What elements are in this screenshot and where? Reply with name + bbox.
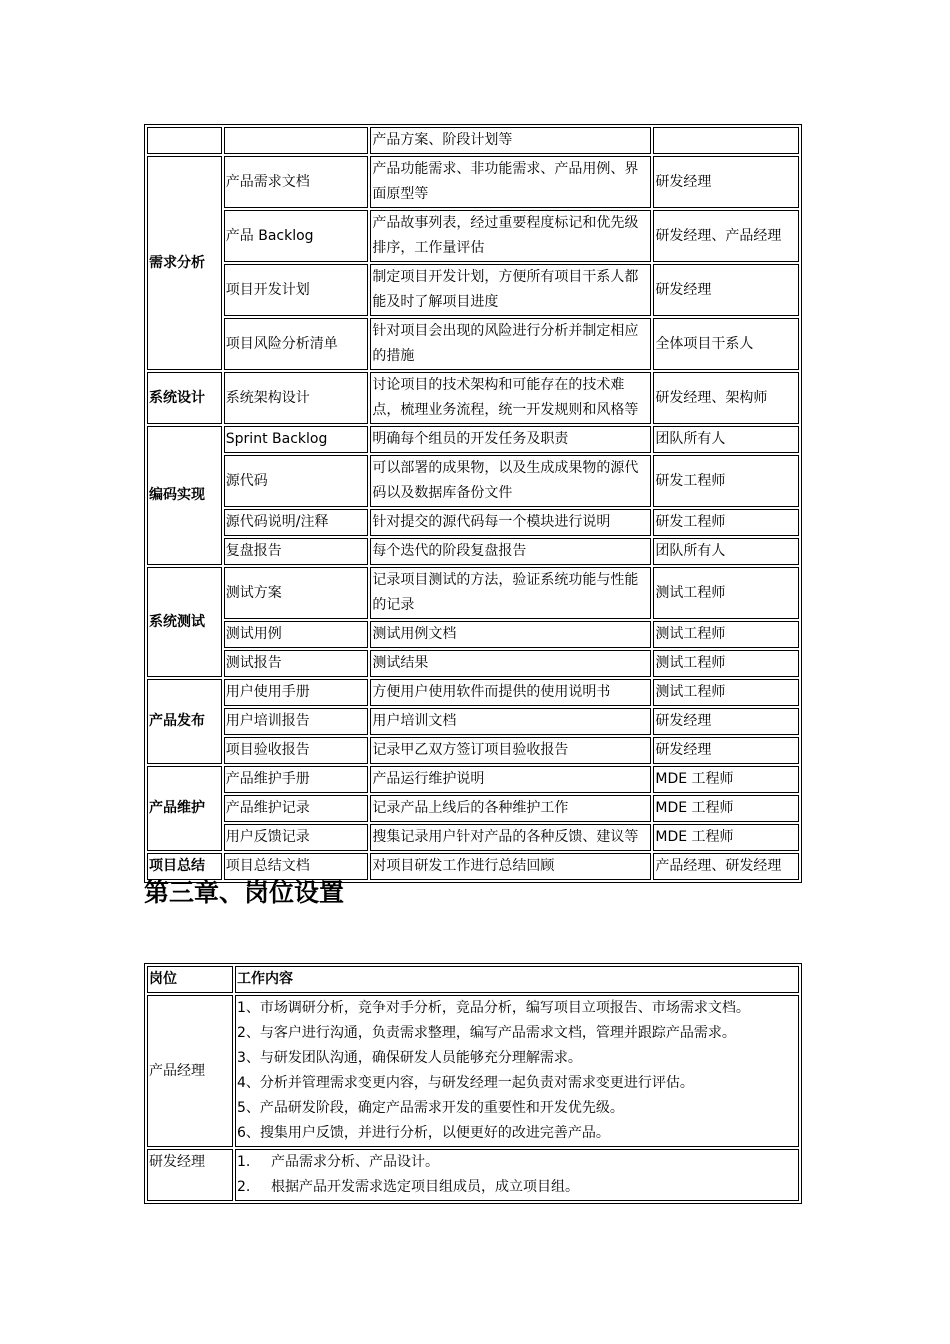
desc-cell: 讨论项目的技术架构和可能存在的技术难点，梳理业务流程，统一开发规则和风格等	[370, 372, 651, 424]
stage-cell	[147, 127, 222, 154]
owner-cell: 团队所有人	[653, 426, 799, 453]
stage-cell: 项目总结	[147, 853, 222, 880]
positions-table	[144, 963, 802, 1204]
desc-cell: 针对提交的源代码每一个模块进行说明	[370, 509, 651, 536]
owner-cell: MDE 工程师	[653, 795, 799, 822]
header-role: 岗位	[147, 966, 233, 993]
duty-item: 2、与客户进行沟通，负责需求整理，编写产品需求文档，管理并跟踪产品需求。	[237, 1025, 736, 1041]
desc-cell: 产品功能需求、非功能需求、产品用例、界面原型等	[370, 156, 651, 208]
doc-cell: 复盘报告	[224, 538, 369, 565]
role-cell: 产品经理	[147, 995, 233, 1147]
doc-cell	[224, 127, 369, 154]
stage-cell: 编码实现	[147, 426, 222, 565]
desc-cell: 方便用户使用软件而提供的使用说明书	[370, 679, 651, 706]
desc-cell: 每个迭代的阶段复盘报告	[370, 538, 651, 565]
table-row	[147, 509, 799, 536]
table-row	[147, 737, 799, 764]
table-header-row	[147, 966, 799, 993]
owner-cell: 研发经理、架构师	[653, 372, 799, 424]
table-row	[147, 455, 799, 507]
owner-cell: MDE 工程师	[653, 824, 799, 851]
owner-cell: 研发经理	[653, 264, 799, 316]
owner-cell: 测试工程师	[653, 621, 799, 648]
header-content: 工作内容	[235, 966, 799, 993]
owner-cell: 测试工程师	[653, 567, 799, 619]
duty-item: 4、分析并管理需求变更内容，与研发经理一起负责对需求变更进行评估。	[237, 1075, 694, 1091]
table-row	[147, 766, 799, 793]
table-row	[147, 318, 799, 370]
duties-cell	[235, 1149, 799, 1201]
table-row	[147, 372, 799, 424]
doc-cell: 项目开发计划	[224, 264, 369, 316]
owner-cell: 全体项目干系人	[653, 318, 799, 370]
table-row	[147, 538, 799, 565]
doc-cell: 用户培训报告	[224, 708, 369, 735]
desc-cell: 用户培训文档	[370, 708, 651, 735]
deliverables-table	[144, 124, 802, 883]
owner-cell: 研发经理	[653, 737, 799, 764]
table-row	[147, 621, 799, 648]
owner-cell	[653, 127, 799, 154]
item-number: 2.	[237, 1179, 251, 1195]
desc-cell: 明确每个组员的开发任务及职责	[370, 426, 651, 453]
desc-cell: 产品故事列表，经过重要程度标记和优先级排序，工作量评估	[370, 210, 651, 262]
desc-cell: 对项目研发工作进行总结回顾	[370, 853, 651, 880]
doc-cell: 产品维护记录	[224, 795, 369, 822]
table-row	[147, 824, 799, 851]
doc-cell: 测试用例	[224, 621, 369, 648]
duty-item: 5、产品研发阶段，确定产品需求开发的重要性和开发优先级。	[237, 1100, 624, 1116]
doc-cell: 源代码说明/注释	[224, 509, 369, 536]
duty-item: 6、搜集用户反馈，并进行分析，以便更好的改进完善产品。	[237, 1125, 610, 1141]
doc-cell: 源代码	[224, 455, 369, 507]
role-cell: 研发经理	[147, 1149, 233, 1201]
duties-cell	[235, 995, 799, 1147]
doc-cell: 产品 Backlog	[224, 210, 369, 262]
table-row	[147, 264, 799, 316]
doc-cell: 项目总结文档	[224, 853, 369, 880]
stage-cell: 产品发布	[147, 679, 222, 764]
owner-cell: MDE 工程师	[653, 766, 799, 793]
owner-cell: 研发经理、产品经理	[653, 210, 799, 262]
owner-cell: 研发经理	[653, 156, 799, 208]
duty-item	[237, 1175, 797, 1200]
desc-cell: 测试结果	[370, 650, 651, 677]
desc-cell: 可以部署的成果物，以及生成成果物的源代码以及数据库备份文件	[370, 455, 651, 507]
doc-cell: 用户使用手册	[224, 679, 369, 706]
table-row	[147, 210, 799, 262]
doc-cell: 系统架构设计	[224, 372, 369, 424]
table-row	[147, 156, 799, 208]
desc-cell: 记录项目测试的方法，验证系统功能与性能的记录	[370, 567, 651, 619]
duty-item: 1、市场调研分析，竞争对手分析，竞品分析，编写项目立项报告、市场需求文档。	[237, 1000, 750, 1016]
item-text: 产品需求分析、产品设计。	[271, 1154, 439, 1170]
desc-cell: 产品方案、阶段计划等	[370, 127, 651, 154]
table-row	[147, 426, 799, 453]
owner-cell: 团队所有人	[653, 538, 799, 565]
table-row	[147, 795, 799, 822]
table-row	[147, 1149, 799, 1201]
stage-cell: 系统设计	[147, 372, 222, 424]
desc-cell: 搜集记录用户针对产品的各种反馈、建议等	[370, 824, 651, 851]
owner-cell: 测试工程师	[653, 650, 799, 677]
doc-cell: 项目验收报告	[224, 737, 369, 764]
chapter-title: 第三章、岗位设置	[144, 878, 345, 907]
item-number: 1.	[237, 1154, 251, 1170]
doc-cell: 用户反馈记录	[224, 824, 369, 851]
owner-cell: 研发工程师	[653, 455, 799, 507]
desc-cell: 记录产品上线后的各种维护工作	[370, 795, 651, 822]
duty-item: 3、与研发团队沟通，确保研发人员能够充分理解需求。	[237, 1050, 582, 1066]
table-row	[147, 127, 799, 154]
owner-cell: 研发经理	[653, 708, 799, 735]
table-row	[147, 708, 799, 735]
doc-cell: 项目风险分析清单	[224, 318, 369, 370]
stage-cell: 产品维护	[147, 766, 222, 851]
doc-cell: 产品需求文档	[224, 156, 369, 208]
owner-cell: 研发工程师	[653, 509, 799, 536]
item-text: 根据产品开发需求选定项目组成员，成立项目组。	[271, 1179, 579, 1195]
doc-cell: 测试报告	[224, 650, 369, 677]
desc-cell: 针对项目会出现的风险进行分析并制定相应的措施	[370, 318, 651, 370]
owner-cell: 测试工程师	[653, 679, 799, 706]
desc-cell: 制定项目开发计划，方便所有项目干系人都能及时了解项目进度	[370, 264, 651, 316]
desc-cell: 记录甲乙双方签订项目验收报告	[370, 737, 651, 764]
duty-item	[237, 1150, 797, 1175]
owner-cell: 产品经理、研发经理	[653, 853, 799, 880]
table-row	[147, 679, 799, 706]
stage-cell: 需求分析	[147, 156, 222, 370]
desc-cell: 测试用例文档	[370, 621, 651, 648]
desc-cell: 产品运行维护说明	[370, 766, 651, 793]
stage-cell: 系统测试	[147, 567, 222, 677]
table-row	[147, 995, 799, 1147]
doc-cell: Sprint Backlog	[224, 426, 369, 453]
doc-cell: 产品维护手册	[224, 766, 369, 793]
doc-cell: 测试方案	[224, 567, 369, 619]
table-row	[147, 650, 799, 677]
table-row	[147, 567, 799, 619]
